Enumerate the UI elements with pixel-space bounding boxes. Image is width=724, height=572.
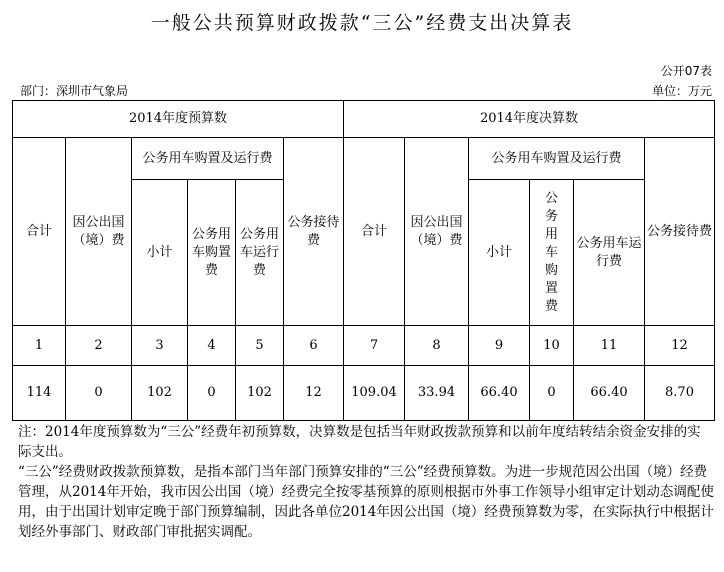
value-cell: 0 xyxy=(66,366,132,421)
col-number: 2 xyxy=(66,326,132,366)
header-final-subtotal: 小计 xyxy=(469,180,530,326)
value-cell: 66.40 xyxy=(574,366,645,421)
col-number: 3 xyxy=(132,326,188,366)
header-budget-vehicle: 公务用车购置及运行费 xyxy=(132,138,284,180)
header-final-abroad: 因公出国（境）费 xyxy=(405,138,469,326)
note-paragraph-2: “三公”经费财政拨款预算数，是指本部门当年部门预算安排的“三公”经费预算数。为进一步规范因公出国（境）经费管理，从2014年开始，我市因公出国（境）经费完全按零基预算的原则根据市外事工作领导小组审定计划动态调配使用，由于出国计划审定晚于部门预算编制，因此各单位2014年因公出国（境）经费预算数为零，在实际执行中根据计划经外事部门、财政部门审批据实调配。 xyxy=(18,464,714,540)
col-number: 7 xyxy=(344,326,405,366)
value-cell: 8.70 xyxy=(645,366,715,421)
value-cell: 12 xyxy=(284,366,344,421)
header-final-total: 合计 xyxy=(344,138,405,326)
col-number: 8 xyxy=(405,326,469,366)
col-number: 5 xyxy=(236,326,284,366)
page-title: 一般公共预算财政拨款“三公”经费支出决算表 xyxy=(150,12,574,34)
col-number: 10 xyxy=(530,326,574,366)
unit-label: 单位：万元 xyxy=(651,84,712,98)
header-final-purchase: 公务用车购置费 xyxy=(530,180,574,326)
col-number: 1 xyxy=(13,326,66,366)
header-budget-reception: 公务接待费 xyxy=(284,138,344,326)
value-cell: 33.94 xyxy=(405,366,469,421)
col-number: 12 xyxy=(645,326,715,366)
column-number-row xyxy=(13,326,715,366)
value-cell: 0 xyxy=(530,366,574,421)
header-final-vehicle: 公务用车购置及运行费 xyxy=(469,138,645,180)
note-paragraph-1: 注：2014年度预算数为“三公”经费年初预算数，决算数是包括当年财政拨款预算和以前年度结转结余资金安排的实际支出。 xyxy=(18,424,701,460)
header-final-running: 公务用车运行费 xyxy=(574,180,645,326)
value-cell: 114 xyxy=(13,366,66,421)
col-number: 6 xyxy=(284,326,344,366)
col-number: 11 xyxy=(574,326,645,366)
value-cell: 0 xyxy=(188,366,236,421)
col-number: 9 xyxy=(469,326,530,366)
header-budget-abroad: 因公出国（境）费 xyxy=(66,138,132,326)
header-budget-total: 合计 xyxy=(13,138,66,326)
value-cell: 66.40 xyxy=(469,366,530,421)
value-row xyxy=(13,366,715,421)
form-number: 公开07表 xyxy=(660,64,712,78)
header-budget-group: 2014年度预算数 xyxy=(13,101,344,138)
header-final-reception: 公务接待费 xyxy=(645,138,715,326)
value-cell: 109.04 xyxy=(344,366,405,421)
header-budget-running: 公务用车运行费 xyxy=(236,180,284,326)
header-final-group: 2014年度决算数 xyxy=(344,101,715,138)
value-cell: 102 xyxy=(132,366,188,421)
department-label: 部门：深圳市气象局 xyxy=(20,84,129,98)
header-budget-purchase: 公务用车购置费 xyxy=(188,180,236,326)
col-number: 4 xyxy=(188,326,236,366)
expense-table xyxy=(12,100,715,421)
header-budget-subtotal: 小计 xyxy=(132,180,188,326)
value-cell: 102 xyxy=(236,366,284,421)
